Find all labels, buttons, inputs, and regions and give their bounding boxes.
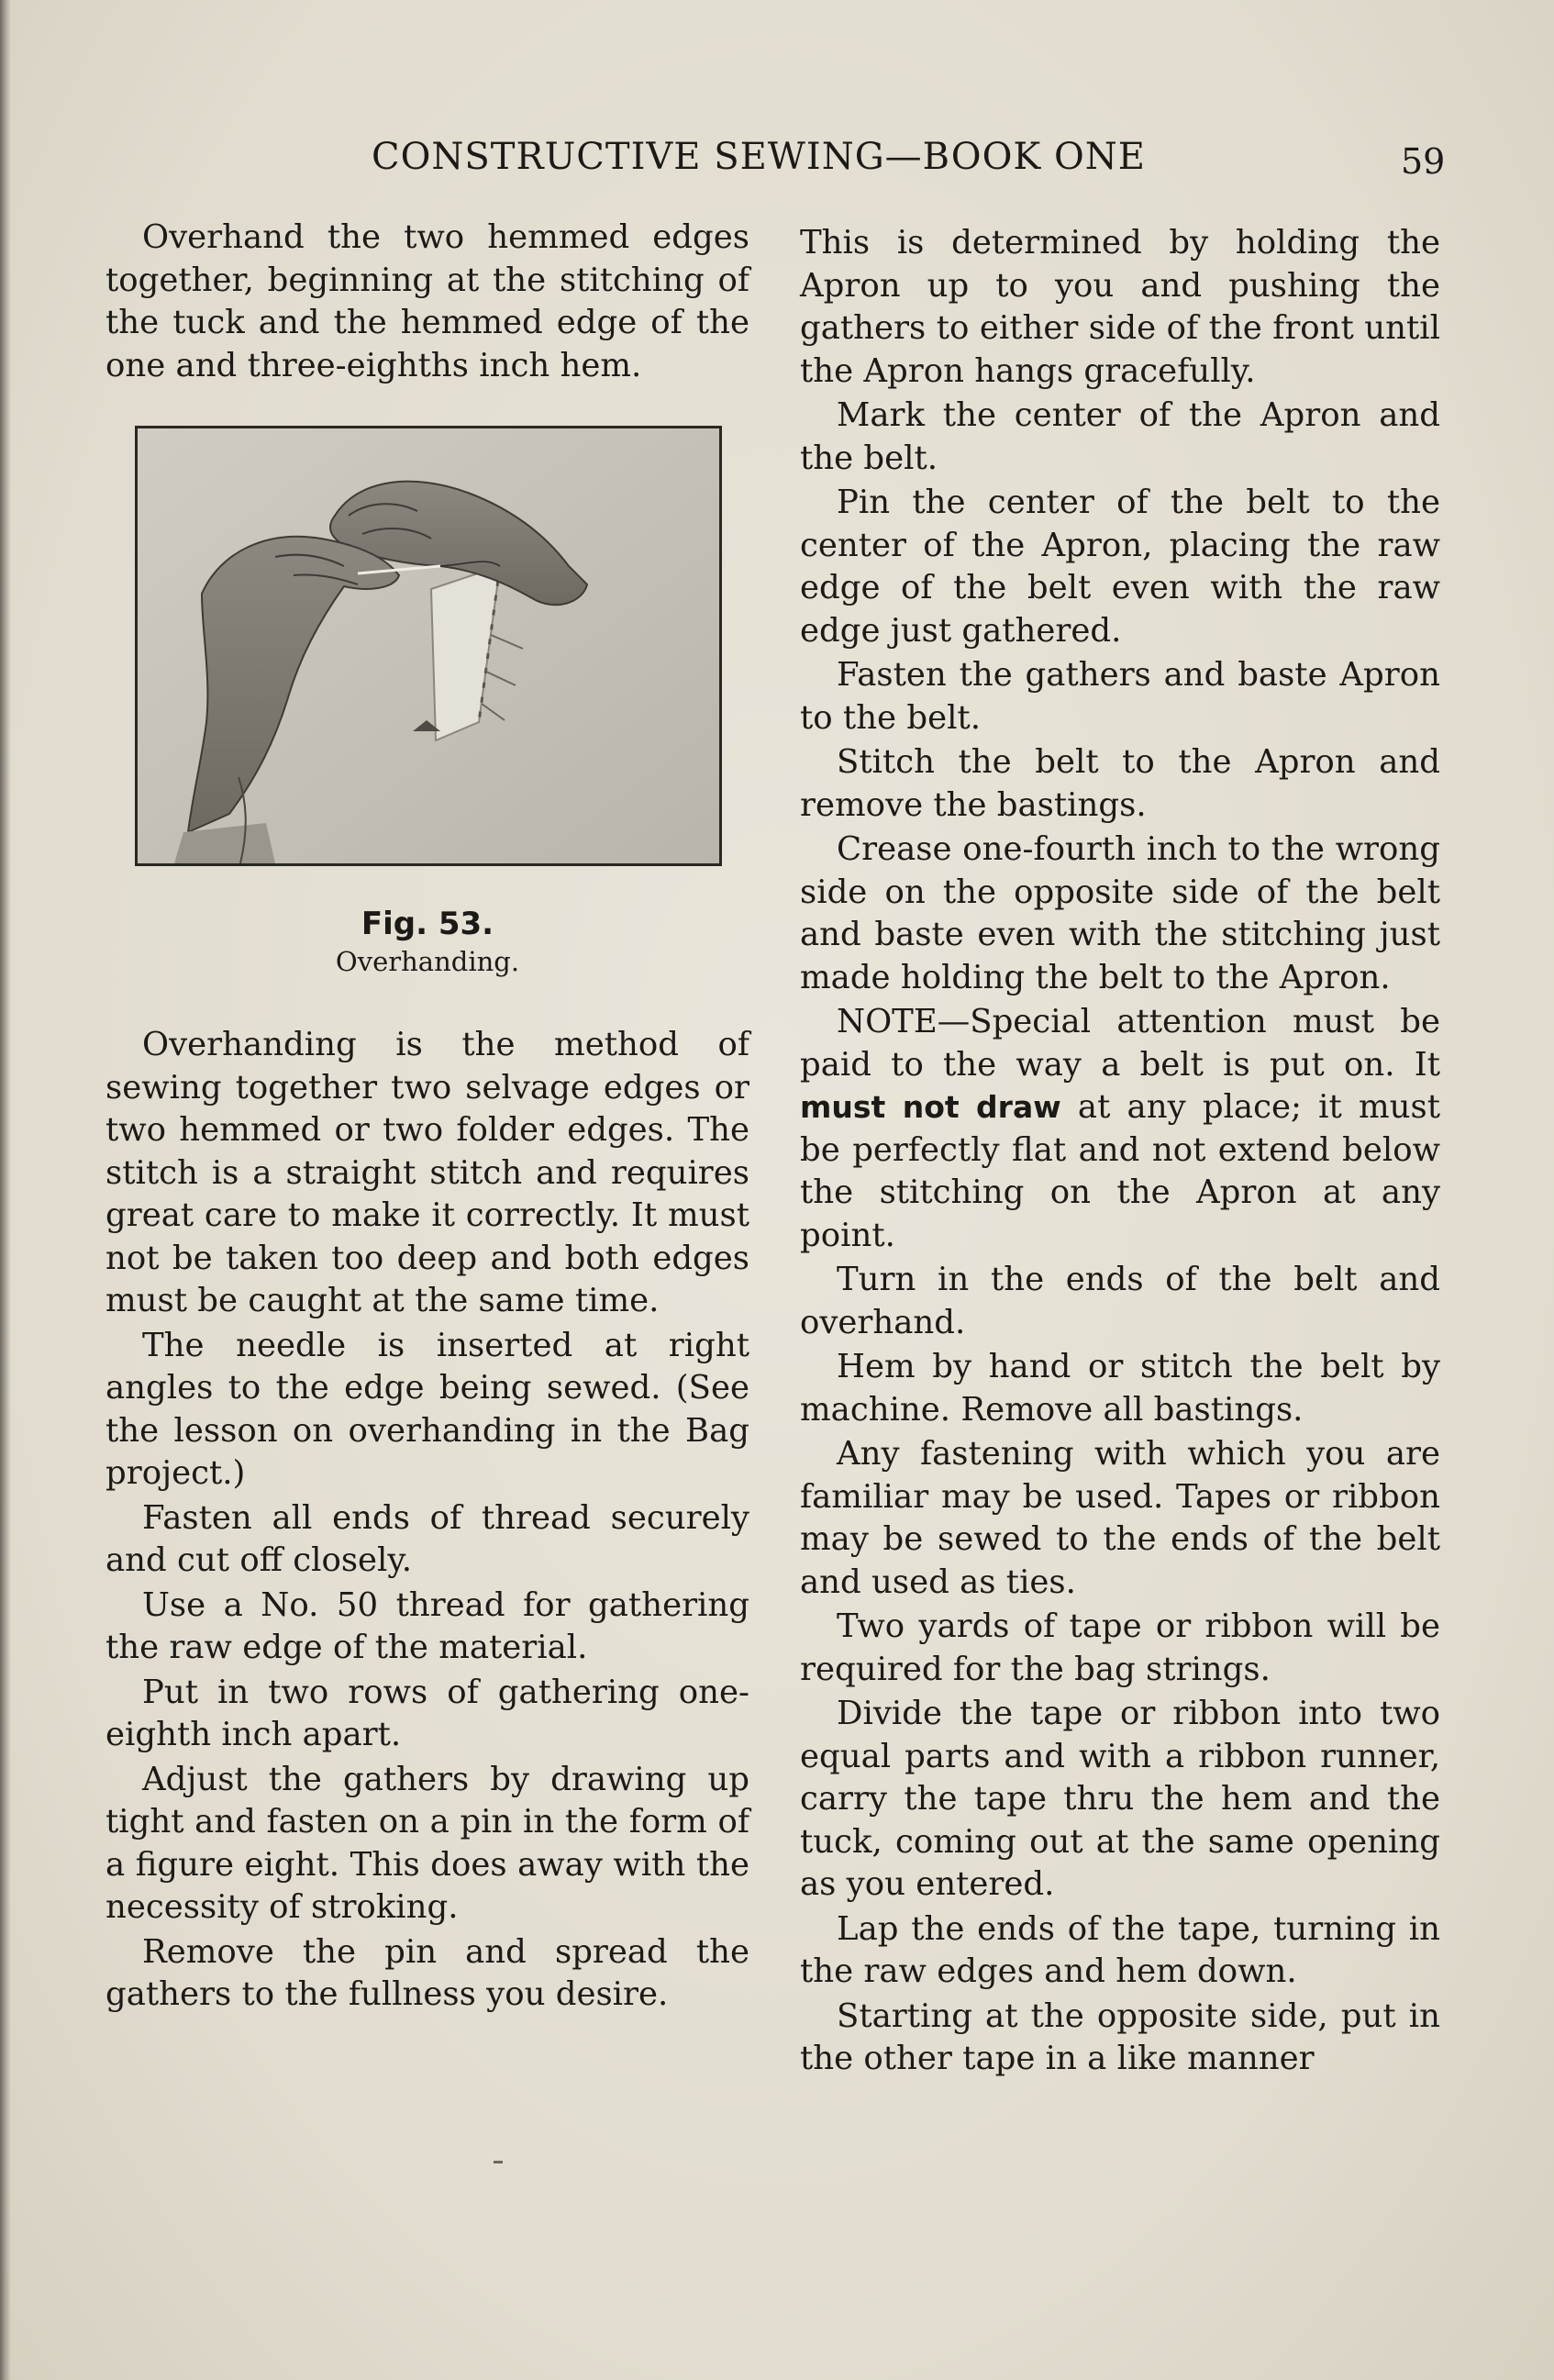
hands-sewing-illustration	[138, 428, 719, 863]
right-column	[800, 222, 1440, 2083]
paragraph: Overhanding is the method of sewing together two selvage edges or two hemmed or two folder edges. The stitch is a straight stitch and requires great care to make it correctly. It must not be taken too deep and both edges must be caught at the same time.	[105, 1026, 749, 1319]
paragraph: The needle is inserted at right angles to the edge being sewed. (See the lesson on overhanding in the Bag project.)	[105, 1326, 749, 1492]
running-title: CONSTRUCTIVE SEWING—BOOK ONE	[372, 136, 1146, 178]
note-text-before: NOTE—Special attention must be paid to the way a belt is put on. It	[800, 1003, 1440, 1084]
left-intro-paragraph: Overhand the two hemmed edges together, beginning at the stitching of the tuck and the hemmed edge of the one and three-eighths inch hem.	[105, 218, 749, 384]
paragraph: Use a No. 50 thread for gathering the raw edge of the material.	[105, 1585, 749, 1666]
figure-caption: Overhanding.	[335, 946, 520, 977]
figure-caption-block	[105, 905, 749, 980]
paragraph: Divide the tape or ribbon into two equal parts and with a ribbon runner, carry the tape thru the hem and the tuck, coming out at the same opening as you entered.	[800, 1695, 1440, 1903]
paragraph: Crease one-fourth inch to the wrong side on the opposite side of the belt and baste even with the stitching just made holding the belt to the Apron.	[800, 830, 1440, 996]
note-paragraph	[800, 1001, 1440, 1257]
paragraph: Starting at the opposite side, put in the other tape in a like manner	[800, 1996, 1440, 2077]
paragraph: Fasten the gathers and baste Apron to the belt.	[800, 656, 1440, 737]
paragraph: Lap the ends of the tape, turning in the raw edges and hem down.	[800, 1909, 1440, 1990]
paragraph: Stitch the belt to the Apron and remove the bastings.	[800, 743, 1440, 824]
page-mark	[494, 2161, 503, 2163]
paragraph: Put in two rows of gathering one-eighth inch apart.	[105, 1673, 749, 1753]
paragraph: Any fastening with which you are familiar may be used. Tapes or ribbon may be sewed to the ends of the belt and used as ties.	[800, 1435, 1440, 1601]
right-intro-paragraph: This is determined by holding the Apron up to you and pushing the gathers to either side of the front until the Apron hangs gracefully.	[800, 224, 1440, 390]
paragraph: Hem by hand or stitch the belt by machine. Remove all bastings.	[800, 1348, 1440, 1429]
note-text-after: at any place; it must be perfectly flat and not extend below the stitching on the Apron at any point.	[800, 1088, 1440, 1254]
paragraph: Adjust the gathers by drawing up tight and fasten on a pin in the form of a figure eight. This does away with the necessity of stroking.	[105, 1760, 749, 1926]
page-binding-edge	[0, 0, 11, 2380]
figure-overhanding-illustration	[135, 426, 722, 866]
paragraph: Turn in the ends of the belt and overhand.	[800, 1261, 1440, 1341]
running-header	[0, 136, 1554, 191]
left-column	[105, 217, 749, 2019]
paragraph: Mark the center of the Apron and the belt.	[800, 396, 1440, 477]
paragraph: Two yards of tape or ribbon will be required for the bag strings.	[800, 1607, 1440, 1688]
figure-label: Fig. 53.	[361, 906, 494, 942]
paragraph: Remove the pin and spread the gathers to the fullness you desire.	[105, 1932, 749, 2013]
note-bold-phrase: must not draw	[800, 1089, 1061, 1125]
paragraph: Pin the center of the belt to the center of the Apron, placing the raw edge of the belt even with the raw edge just gathered.	[800, 484, 1440, 650]
page-number: 59	[1401, 141, 1446, 182]
paragraph: Fasten all ends of thread securely and cut off closely.	[105, 1498, 749, 1579]
